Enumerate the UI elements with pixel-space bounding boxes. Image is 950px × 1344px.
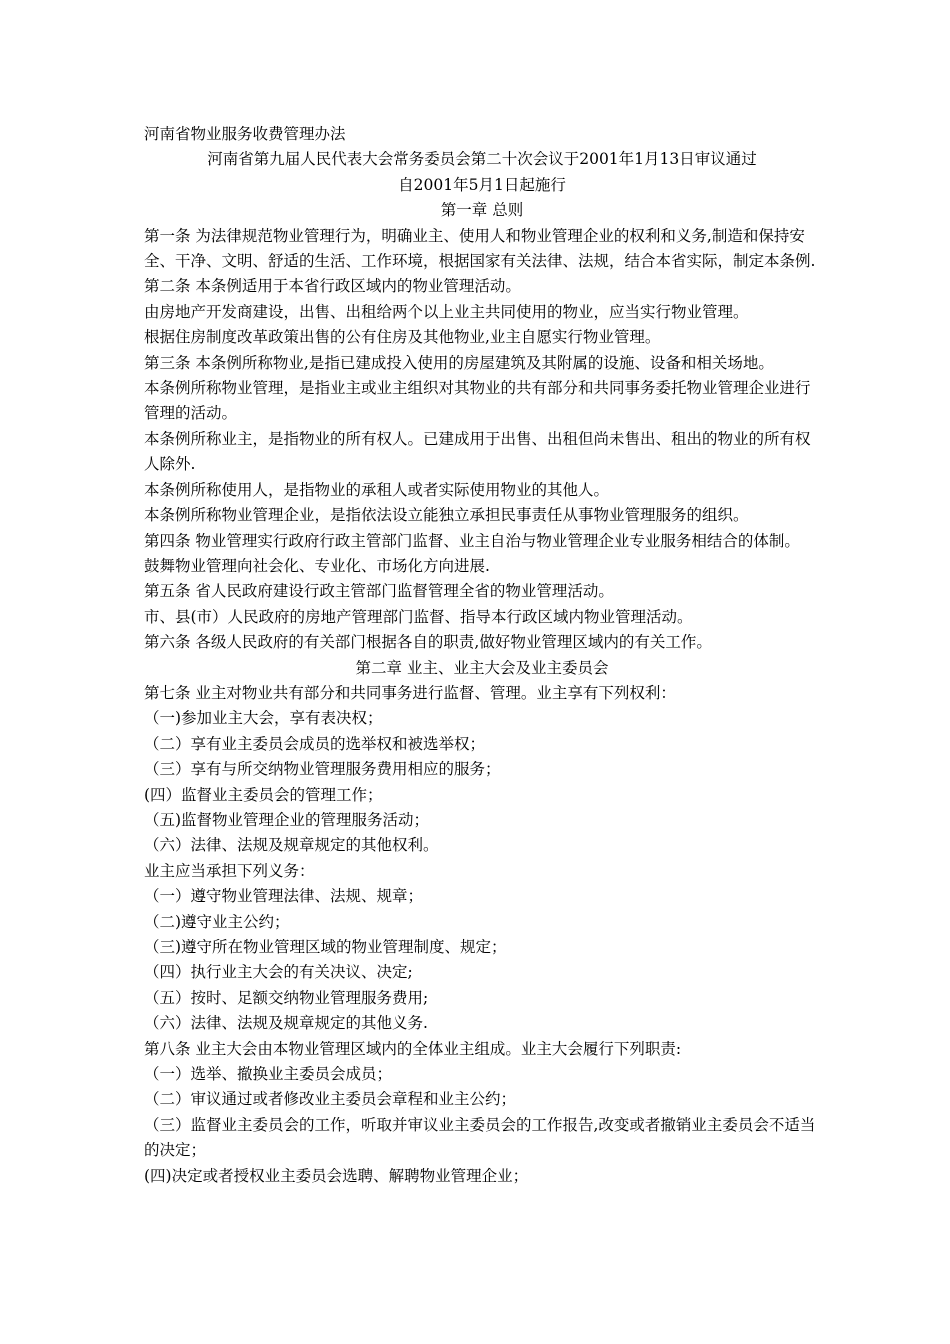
list-item: （三)遵守所在物业管理区域的物业管理制度、规定；	[144, 938, 507, 956]
list-item: （三）享有与所交纳物业管理服务费用相应的服务；	[144, 760, 501, 779]
document-subtitle: 河南省第九届人民代表大会常务委员会第二十次会议于2001年1月13日审议通过	[207, 150, 757, 169]
list-item: （四）执行业主大会的有关决议、决定;	[144, 963, 413, 982]
article-8: 第八条 业主大会由本物业管理区域内的全体业主组成。业主大会履行下列职责:	[144, 1039, 682, 1058]
article-3-para-2: 本条例所称业主，是指物业的所有权人。已建成用于出售、出租但尚未售出、租出的物业的所有权人除外.	[144, 429, 811, 474]
list-item: （二）享有业主委员会成员的选举权和被选举权；	[144, 734, 486, 753]
article-2-para-1: 由房地产开发商建设，出售、出租给两个以上业主共同使用的物业，应当实行物业管理。	[144, 302, 749, 321]
chapter-heading-1: 第一章 总则	[440, 201, 524, 220]
article-5-para-1: 市、县(市）人民政府的房地产管理部门监督、指导本行政区域内物业管理活动。	[144, 607, 693, 626]
article-4: 第四条 物业管理实行政府行政主管部门监督、业主自治与物业管理企业专业服务相结合的体制。	[144, 531, 800, 550]
list-item: （一）遵守物业管理法律、法规、规章；	[144, 887, 424, 906]
article-2-para-2: 根据住房制度改革政策出售的公有住房及其他物业,业主自愿实行物业管理。	[144, 328, 661, 347]
list-item: （五)监督物业管理企业的管理服务活动；	[144, 810, 430, 829]
chapter-heading-2: 第二章 业主、业主大会及业主委员会	[355, 658, 609, 677]
list-item: （一）选举、撤换业主委员会成员；	[144, 1065, 393, 1084]
document-title: 河南省物业服务收费管理办法	[144, 125, 346, 143]
article-6: 第六条 各级人民政府的有关部门根据各自的职责,做好物业管理区域内的有关工作。	[144, 633, 712, 652]
list-item: （五）按时、足额交纳物业管理服务费用;	[144, 988, 429, 1007]
list-item: (四)决定或者授权业主委员会选聘、解聘物业管理企业；	[144, 1166, 529, 1185]
article-4-para-1: 鼓舞物业管理向社会化、专业化、市场化方向进展.	[144, 556, 490, 575]
article-1: 第一条 为法律规范物业管理行为，明确业主、使用人和物业管理企业的权利和义务,制造和保持安全、干净、文明、舒适的生活、工作环境，根据国家有关法律、法规，结合本省实际，制定本条例.	[144, 226, 816, 271]
article-3: 第三条 本条例所称物业,是指已建成投入使用的房屋建筑及其附属的设施、设备和相关场地。	[144, 353, 774, 372]
list-item: （二）审议通过或者修改业主委员会章程和业主公约；	[144, 1090, 517, 1109]
list-item: （六）法律、法规及规章规定的其他义务.	[144, 1014, 428, 1033]
list-item: (四）监督业主委员会的管理工作；	[144, 785, 383, 804]
article-3-para-1: 本条例所称物业管理，是指业主或业主组织对其物业的共有部分和共同事务委托物业管理企业进行管理的活动。	[144, 379, 811, 423]
list-item: （三）监督业主委员会的工作，听取并审议业主委员会的工作报告,改变或者撤销业主委员会不适当的决定；	[144, 1115, 816, 1160]
article-7: 第七条 业主对物业共有部分和共同事务进行监督、管理。业主享有下列权利：	[144, 683, 676, 702]
list-item: （一)参加业主大会，享有表决权；	[144, 709, 383, 728]
list-item: （六）法律、法规及规章规定的其他权利。	[144, 836, 439, 855]
article-3-para-4: 本条例所称物业管理企业，是指依法设立能独立承担民事责任从事物业管理服务的组织。	[144, 506, 749, 525]
article-7-obligations: 业主应当承担下列义务：	[144, 861, 315, 880]
article-2: 第二条 本条例适用于本省行政区域内的物业管理活动。	[144, 277, 521, 296]
article-3-para-3: 本条例所称使用人，是指物业的承租人或者实际使用物业的其他人。	[144, 480, 610, 499]
article-5: 第五条 省人民政府建设行政主管部门监督管理全省的物业管理活动。	[144, 582, 614, 601]
list-item: （二)遵守业主公约；	[144, 912, 290, 931]
effective-date: 自2001年5月1日起施行	[398, 175, 566, 194]
document-page	[144, 122, 820, 1189]
